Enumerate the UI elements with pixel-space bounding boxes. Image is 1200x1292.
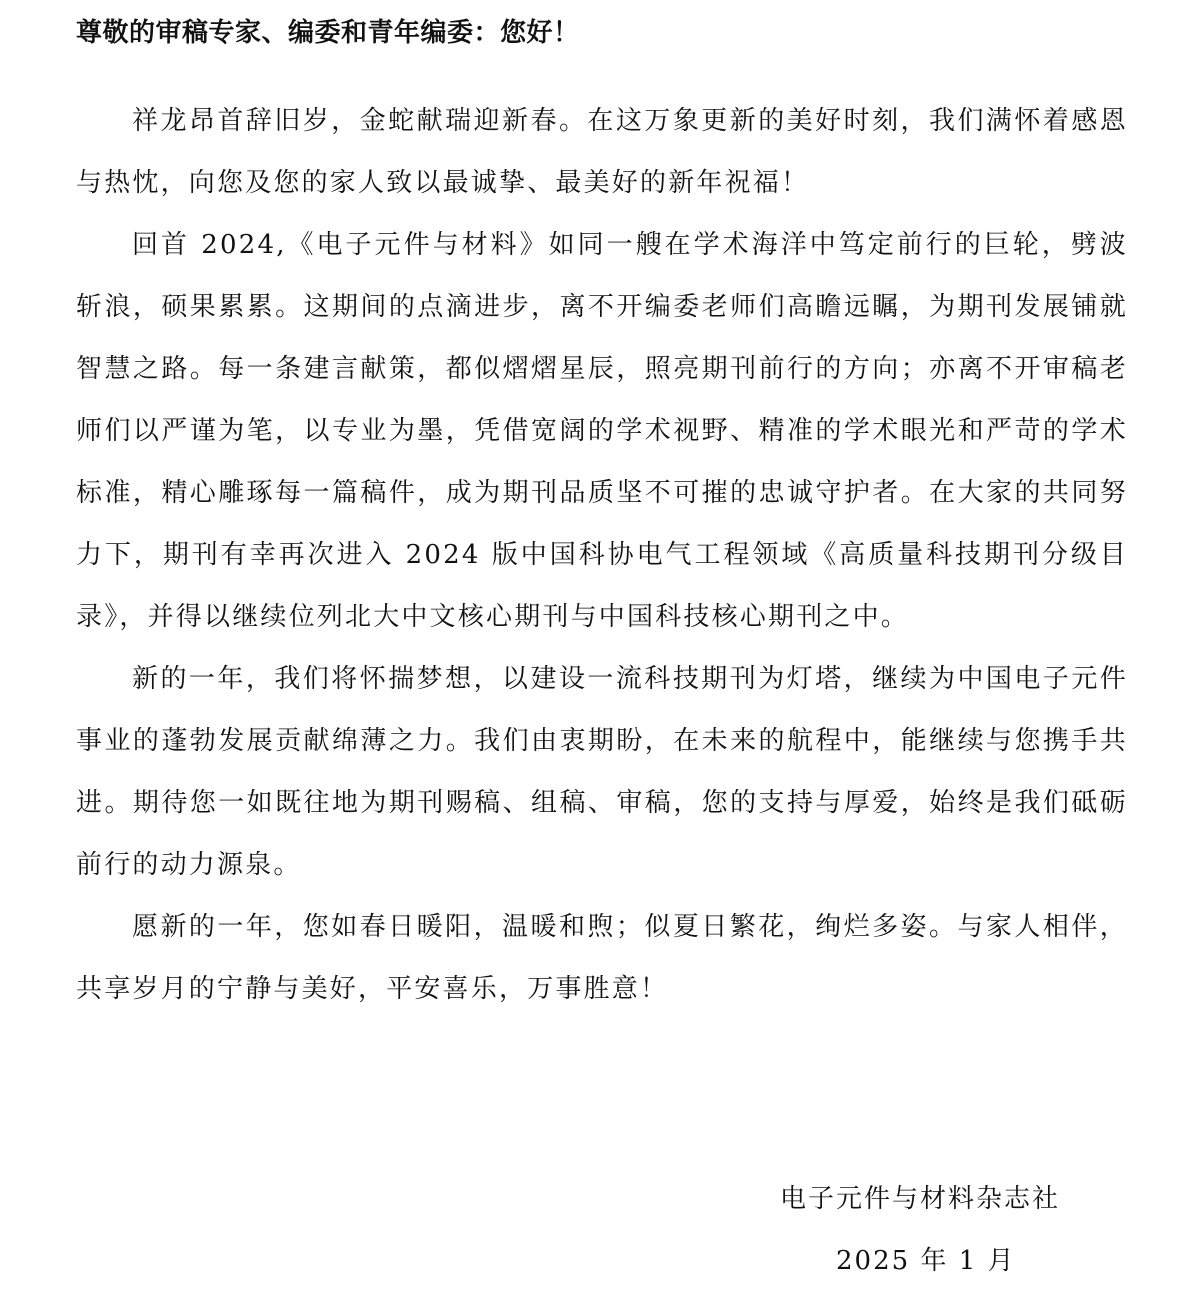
letter-greeting: 尊敬的审稿专家、编委和青年编委：您好！ bbox=[76, 18, 580, 48]
signature-organization: 电子元件与材料杂志社 bbox=[780, 1184, 1061, 1214]
paragraph-closing-wishes: 愿新的一年，您如春日暖阳，温暖和煦；似夏日繁花，绚烂多姿。与家人相伴，共享岁月的宁静与美好，平安喜乐，万事胜意！ bbox=[76, 912, 1128, 1004]
letter-signature bbox=[780, 1168, 1120, 1292]
paragraph-review-2024: 回首 2024,《电子元件与材料》如同一艘在学术海洋中笃定前行的巨轮，劈波斩浪，硕果累累。这期间的点滴进步，离不开编委老师们高瞻远瞩，为期刊发展铺就智慧之路。每一条建言献策，都似熠熠星辰，照亮期刊前行的方向；亦离不开审稿老师们以严谨为笔，以专业为墨，凭借宽阔的学术视野、精准的学术眼光和严苛的学术标准，精心雕琢每一篇稿件，成为期刊品质坚不可摧的忠诚守护者。在大家的共同努力下，期刊有幸再次进入 2024 版中国科协电气工程领域《高质量科技期刊分级目录》，并得以继续位列北大中文核心期刊与中国科技核心期刊之中。 bbox=[76, 230, 1128, 632]
letter-body bbox=[76, 90, 1128, 1020]
paragraph-new-year-blessing: 祥龙昂首辞旧岁，金蛇献瑞迎新春。在这万象更新的美好时刻，我们满怀着感恩与热忱，向您及您的家人致以最诚挚、最美好的新年祝福！ bbox=[76, 106, 1128, 198]
signature-date: 2025 年 1 月 bbox=[836, 1246, 1016, 1276]
paragraph-new-year-goals: 新的一年，我们将怀揣梦想，以建设一流科技期刊为灯塔，继续为中国电子元件事业的蓬勃发展贡献绵薄之力。我们由衷期盼，在未来的航程中，能继续与您携手共进。期待您一如既往地为期刊赐稿、组稿、审稿，您的支持与厚爱，始终是我们砥砺前行的动力源泉。 bbox=[76, 664, 1128, 880]
